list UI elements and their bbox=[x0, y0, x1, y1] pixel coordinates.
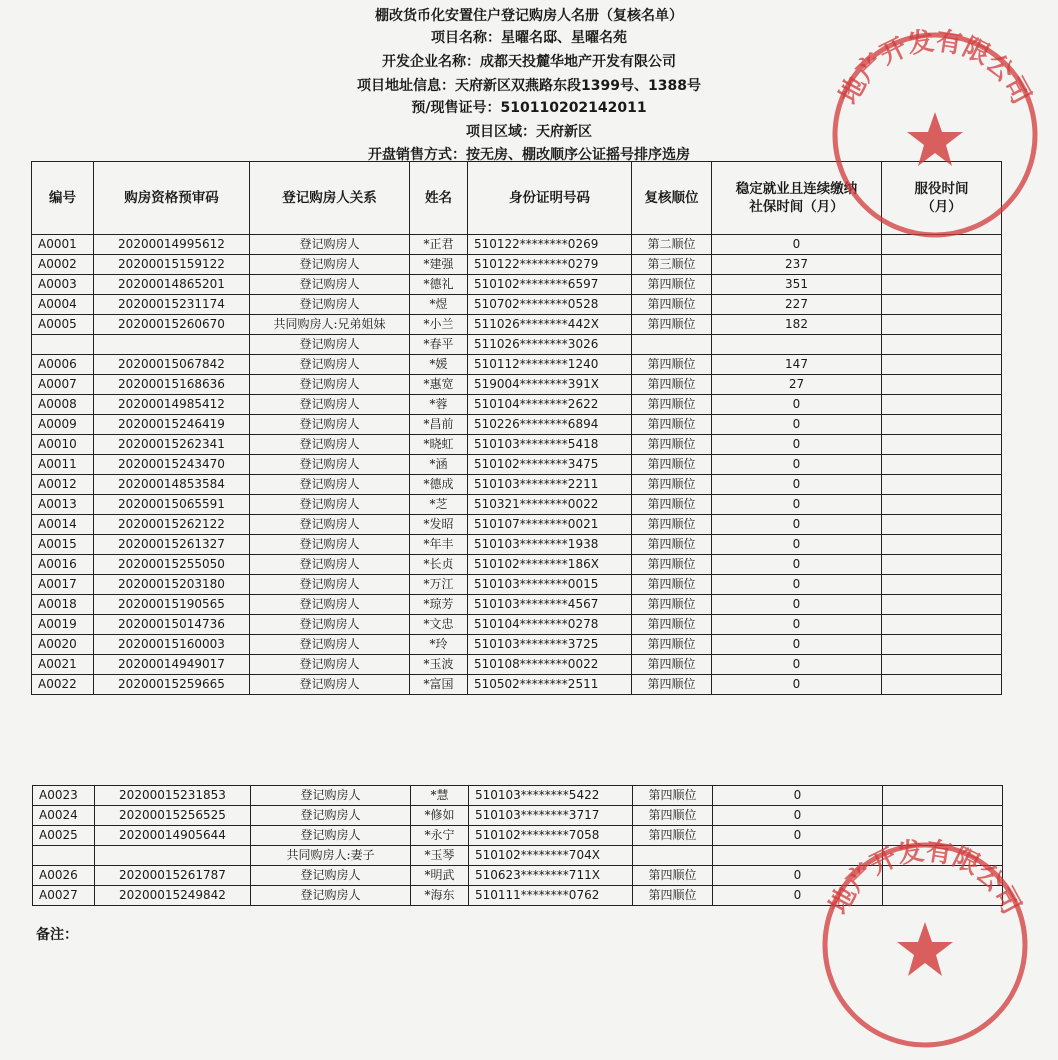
cell-order: 第四顺位 bbox=[632, 595, 712, 615]
cell-name: *正君 bbox=[410, 235, 468, 255]
cell-service bbox=[882, 335, 1002, 355]
project-address: 天府新区双燕路东段1399号、1388号 bbox=[455, 78, 701, 94]
cell-id bbox=[32, 335, 94, 355]
column-header-code: 购房资格预审码 bbox=[94, 162, 250, 235]
cell-idno: 510321********0022 bbox=[468, 495, 632, 515]
cell-order: 第四顺位 bbox=[632, 555, 712, 575]
buyer-table bbox=[31, 161, 1002, 695]
cell-code: 20200015065591 bbox=[94, 495, 250, 515]
cell-order: 第四顺位 bbox=[632, 435, 712, 455]
table-row bbox=[32, 375, 1002, 395]
table-row bbox=[32, 615, 1002, 635]
cell-relation: 登记购房人 bbox=[250, 475, 410, 495]
cell-code: 20200015231853 bbox=[95, 786, 251, 806]
cell-relation: 登记购房人 bbox=[250, 555, 410, 575]
cell-id: A0022 bbox=[32, 675, 94, 695]
cell-order: 第四顺位 bbox=[632, 655, 712, 675]
seal-bottom-text: 地产开发有限公司 bbox=[823, 836, 1027, 920]
project-name: 星曜名邸、星曜名苑 bbox=[501, 30, 627, 46]
table-row bbox=[32, 655, 1002, 675]
cell-idno: 510502********2511 bbox=[468, 675, 632, 695]
cell-service bbox=[883, 826, 1003, 846]
cell-relation: 登记购房人 bbox=[251, 866, 411, 886]
cell-name: *媛 bbox=[410, 355, 468, 375]
cell-order: 第二顺位 bbox=[632, 235, 712, 255]
developer-line bbox=[0, 52, 1058, 72]
table-row bbox=[33, 846, 1003, 866]
table-row bbox=[33, 886, 1003, 906]
cell-social: 27 bbox=[712, 375, 882, 395]
cell-social: 0 bbox=[712, 595, 882, 615]
cell-order: 第四顺位 bbox=[632, 455, 712, 475]
cell-service bbox=[883, 806, 1003, 826]
cell-service bbox=[883, 866, 1003, 886]
cell-code: 20200015256525 bbox=[95, 806, 251, 826]
cell-name: *明武 bbox=[411, 866, 469, 886]
table-row bbox=[32, 355, 1002, 375]
table-row bbox=[32, 495, 1002, 515]
cell-id: A0002 bbox=[32, 255, 94, 275]
cell-order bbox=[633, 846, 713, 866]
cell-social bbox=[713, 846, 883, 866]
cell-social: 0 bbox=[713, 886, 883, 906]
cell-relation: 登记购房人 bbox=[250, 635, 410, 655]
cell-name: *文忠 bbox=[410, 615, 468, 635]
cell-service bbox=[882, 595, 1002, 615]
cell-social: 0 bbox=[712, 395, 882, 415]
cell-id: A0018 bbox=[32, 595, 94, 615]
cell-name: *玲 bbox=[410, 635, 468, 655]
cell-relation: 共同购房人:妻子 bbox=[251, 846, 411, 866]
cell-order: 第四顺位 bbox=[632, 535, 712, 555]
cell-name: *小兰 bbox=[410, 315, 468, 335]
cell-relation: 登记购房人 bbox=[250, 595, 410, 615]
cell-relation: 登记购房人 bbox=[250, 675, 410, 695]
cell-name: *修如 bbox=[411, 806, 469, 826]
cell-social: 0 bbox=[713, 826, 883, 846]
cell-service bbox=[882, 515, 1002, 535]
cell-service bbox=[882, 235, 1002, 255]
cell-code: 20200014905644 bbox=[95, 826, 251, 846]
cell-idno: 510104********2622 bbox=[468, 395, 632, 415]
developer-label: 开发企业名称： bbox=[382, 54, 480, 70]
cell-order: 第四顺位 bbox=[632, 415, 712, 435]
cell-social: 0 bbox=[712, 415, 882, 435]
cell-order: 第四顺位 bbox=[632, 635, 712, 655]
cell-idno: 510108********0022 bbox=[468, 655, 632, 675]
cell-code: 20200014985412 bbox=[94, 395, 250, 415]
cell-id: A0011 bbox=[32, 455, 94, 475]
table-row bbox=[32, 335, 1002, 355]
cell-id: A0001 bbox=[32, 235, 94, 255]
column-header-social bbox=[712, 162, 882, 235]
cell-id: A0023 bbox=[33, 786, 95, 806]
cell-idno: 510102********7058 bbox=[469, 826, 633, 846]
cell-order: 第四顺位 bbox=[633, 866, 713, 886]
cell-service bbox=[882, 475, 1002, 495]
cell-social: 0 bbox=[712, 235, 882, 255]
cell-code: 20200015190565 bbox=[94, 595, 250, 615]
cell-name: *建强 bbox=[410, 255, 468, 275]
cell-idno: 511026********3026 bbox=[468, 335, 632, 355]
cell-idno: 510111********0762 bbox=[469, 886, 633, 906]
project-name-line bbox=[0, 28, 1058, 48]
cell-idno: 519004********391X bbox=[468, 375, 632, 395]
area-line bbox=[0, 122, 1058, 142]
cell-id: A0024 bbox=[33, 806, 95, 826]
table-row bbox=[33, 826, 1003, 846]
cell-code: 20200014865201 bbox=[94, 275, 250, 295]
cell-order: 第四顺位 bbox=[633, 826, 713, 846]
cell-id: A0025 bbox=[33, 826, 95, 846]
cell-order: 第四顺位 bbox=[632, 295, 712, 315]
cell-code: 20200015203180 bbox=[94, 575, 250, 595]
cell-id: A0010 bbox=[32, 435, 94, 455]
seal-top-text: 地产开发有限公司 bbox=[833, 26, 1037, 110]
table-row bbox=[32, 535, 1002, 555]
cell-social: 237 bbox=[712, 255, 882, 275]
cell-idno: 510107********0021 bbox=[468, 515, 632, 535]
sale-method: 按无房、棚改顺序公证摇号排序选房 bbox=[466, 147, 690, 163]
cell-id: A0020 bbox=[32, 635, 94, 655]
cell-id: A0015 bbox=[32, 535, 94, 555]
cell-relation: 共同购房人:兄弟姐妹 bbox=[250, 315, 410, 335]
table-row bbox=[32, 635, 1002, 655]
cell-code: 20200015255050 bbox=[94, 555, 250, 575]
table-row bbox=[33, 866, 1003, 886]
table-row bbox=[32, 595, 1002, 615]
project-area: 天府新区 bbox=[536, 124, 592, 140]
cell-name: *玉琴 bbox=[411, 846, 469, 866]
cell-relation: 登记购房人 bbox=[250, 355, 410, 375]
cell-name: *芝 bbox=[410, 495, 468, 515]
cell-idno: 510103********5422 bbox=[469, 786, 633, 806]
cell-social: 0 bbox=[712, 555, 882, 575]
cell-service bbox=[882, 355, 1002, 375]
cell-id bbox=[33, 846, 95, 866]
cell-name: *发昭 bbox=[410, 515, 468, 535]
cell-idno: 510102********6597 bbox=[468, 275, 632, 295]
cell-relation: 登记购房人 bbox=[250, 655, 410, 675]
cell-id: A0007 bbox=[32, 375, 94, 395]
cell-idno: 510702********0528 bbox=[468, 295, 632, 315]
cell-order: 第四顺位 bbox=[632, 355, 712, 375]
column-header-service-line2: （月） bbox=[921, 199, 962, 215]
cell-idno: 510103********1938 bbox=[468, 535, 632, 555]
cell-idno: 510112********1240 bbox=[468, 355, 632, 375]
cell-id: A0003 bbox=[32, 275, 94, 295]
cell-idno: 510623********711X bbox=[469, 866, 633, 886]
cell-service bbox=[882, 255, 1002, 275]
table-row bbox=[32, 415, 1002, 435]
cell-code: 20200015160003 bbox=[94, 635, 250, 655]
cell-social: 351 bbox=[712, 275, 882, 295]
table-row bbox=[32, 235, 1002, 255]
cell-idno: 510122********0279 bbox=[468, 255, 632, 275]
cell-relation: 登记购房人 bbox=[250, 395, 410, 415]
cell-code: 20200015261327 bbox=[94, 535, 250, 555]
cell-service bbox=[882, 615, 1002, 635]
cell-relation: 登记购房人 bbox=[250, 455, 410, 475]
cell-relation: 登记购房人 bbox=[250, 495, 410, 515]
column-header-relation: 登记购房人关系 bbox=[250, 162, 410, 235]
cell-name: *春平 bbox=[410, 335, 468, 355]
cell-code bbox=[95, 846, 251, 866]
cell-social: 0 bbox=[712, 455, 882, 475]
cell-code: 20200015259665 bbox=[94, 675, 250, 695]
cell-name: *德礼 bbox=[410, 275, 468, 295]
cell-name: *长贞 bbox=[410, 555, 468, 575]
cell-social: 0 bbox=[713, 866, 883, 886]
cell-social: 0 bbox=[712, 675, 882, 695]
cell-order: 第四顺位 bbox=[633, 886, 713, 906]
column-header-service bbox=[882, 162, 1002, 235]
cell-code: 20200014995612 bbox=[94, 235, 250, 255]
cell-name: *晓虹 bbox=[410, 435, 468, 455]
cell-id: A0008 bbox=[32, 395, 94, 415]
cell-service bbox=[882, 295, 1002, 315]
cell-service bbox=[882, 315, 1002, 335]
column-header-idno: 身份证明号码 bbox=[468, 162, 632, 235]
cell-service bbox=[882, 395, 1002, 415]
permit-line bbox=[0, 98, 1058, 118]
cell-order: 第四顺位 bbox=[633, 806, 713, 826]
cell-social: 182 bbox=[712, 315, 882, 335]
cell-id: A0005 bbox=[32, 315, 94, 335]
cell-idno: 510103********0015 bbox=[468, 575, 632, 595]
cell-service bbox=[883, 846, 1003, 866]
table-row bbox=[33, 806, 1003, 826]
cell-id: A0017 bbox=[32, 575, 94, 595]
column-header-service-line1: 服役时间 bbox=[914, 181, 969, 197]
cell-code: 20200015262341 bbox=[94, 435, 250, 455]
cell-name: *涵 bbox=[410, 455, 468, 475]
cell-service bbox=[882, 555, 1002, 575]
cell-idno: 511026********442X bbox=[468, 315, 632, 335]
cell-idno: 510226********6894 bbox=[468, 415, 632, 435]
column-header-name: 姓名 bbox=[410, 162, 468, 235]
cell-name: *琼芳 bbox=[410, 595, 468, 615]
cell-code bbox=[94, 335, 250, 355]
cell-idno: 510103********3725 bbox=[468, 635, 632, 655]
cell-order bbox=[632, 335, 712, 355]
column-header-social-line1: 稳定就业且连续缴纳 bbox=[735, 181, 858, 197]
cell-idno: 510103********2211 bbox=[468, 475, 632, 495]
cell-relation: 登记购房人 bbox=[250, 275, 410, 295]
table-row bbox=[32, 455, 1002, 475]
note-label: 备注： bbox=[36, 927, 78, 943]
cell-id: A0004 bbox=[32, 295, 94, 315]
cell-code: 20200015014736 bbox=[94, 615, 250, 635]
cell-order: 第四顺位 bbox=[632, 495, 712, 515]
cell-idno: 510103********4567 bbox=[468, 595, 632, 615]
table-row bbox=[32, 475, 1002, 495]
cell-social: 0 bbox=[712, 435, 882, 455]
project-name-label: 项目名称： bbox=[431, 30, 501, 46]
cell-relation: 登记购房人 bbox=[250, 375, 410, 395]
permit-number: 510110202142011 bbox=[500, 100, 647, 116]
cell-id: A0009 bbox=[32, 415, 94, 435]
cell-order: 第四顺位 bbox=[633, 786, 713, 806]
permit-label: 预/现售证号： bbox=[411, 100, 501, 116]
cell-id: A0006 bbox=[32, 355, 94, 375]
cell-service bbox=[882, 415, 1002, 435]
cell-code: 20200015231174 bbox=[94, 295, 250, 315]
cell-order: 第四顺位 bbox=[632, 615, 712, 635]
cell-service bbox=[882, 455, 1002, 475]
column-header-order: 复核顺位 bbox=[632, 162, 712, 235]
cell-order: 第四顺位 bbox=[632, 395, 712, 415]
cell-social: 0 bbox=[713, 806, 883, 826]
column-header-id: 编号 bbox=[32, 162, 94, 235]
column-header-social-line2: 社保时间（月） bbox=[749, 199, 844, 215]
cell-relation: 登记购房人 bbox=[251, 806, 411, 826]
cell-code: 20200014949017 bbox=[94, 655, 250, 675]
cell-service bbox=[882, 435, 1002, 455]
table-row bbox=[32, 255, 1002, 275]
cell-social: 0 bbox=[712, 495, 882, 515]
cell-order: 第四顺位 bbox=[632, 575, 712, 595]
address-label: 项目地址信息： bbox=[357, 78, 456, 94]
table-row bbox=[32, 395, 1002, 415]
cell-name: *玉波 bbox=[410, 655, 468, 675]
cell-code: 20200015159122 bbox=[94, 255, 250, 275]
cell-code: 20200015249842 bbox=[95, 886, 251, 906]
cell-name: *万江 bbox=[410, 575, 468, 595]
cell-id: A0016 bbox=[32, 555, 94, 575]
cell-social: 0 bbox=[712, 635, 882, 655]
cell-name: *慧 bbox=[411, 786, 469, 806]
table-row bbox=[32, 315, 1002, 335]
cell-idno: 510102********3475 bbox=[468, 455, 632, 475]
cell-order: 第四顺位 bbox=[632, 515, 712, 535]
cell-id: A0027 bbox=[33, 886, 95, 906]
cell-name: *昌前 bbox=[410, 415, 468, 435]
buyer-table-body bbox=[32, 235, 1002, 695]
table-row bbox=[33, 786, 1003, 806]
cell-relation: 登记购房人 bbox=[250, 435, 410, 455]
table-row bbox=[32, 575, 1002, 595]
buyer-table-continued-body bbox=[33, 786, 1003, 906]
cell-relation: 登记购房人 bbox=[250, 255, 410, 275]
cell-social: 0 bbox=[712, 575, 882, 595]
cell-id: A0021 bbox=[32, 655, 94, 675]
area-label: 项目区域： bbox=[466, 124, 536, 140]
document-title: 棚改货币化安置住户登记购房人名册（复核名单） bbox=[375, 8, 683, 24]
cell-name: *惠宽 bbox=[410, 375, 468, 395]
cell-social: 0 bbox=[712, 615, 882, 635]
cell-social: 147 bbox=[712, 355, 882, 375]
cell-social: 227 bbox=[712, 295, 882, 315]
cell-code: 20200015260670 bbox=[94, 315, 250, 335]
cell-name: *德成 bbox=[410, 475, 468, 495]
cell-code: 20200015246419 bbox=[94, 415, 250, 435]
cell-relation: 登记购房人 bbox=[250, 615, 410, 635]
cell-name: *蓉 bbox=[410, 395, 468, 415]
cell-id: A0012 bbox=[32, 475, 94, 495]
table-row bbox=[32, 675, 1002, 695]
cell-service bbox=[882, 535, 1002, 555]
cell-code: 20200015067842 bbox=[94, 355, 250, 375]
cell-idno: 510103********3717 bbox=[469, 806, 633, 826]
cell-relation: 登记购房人 bbox=[250, 535, 410, 555]
cell-social bbox=[712, 335, 882, 355]
cell-social: 0 bbox=[712, 655, 882, 675]
cell-relation: 登记购房人 bbox=[250, 575, 410, 595]
cell-name: *永宁 bbox=[411, 826, 469, 846]
cell-social: 0 bbox=[712, 475, 882, 495]
cell-code: 20200015168636 bbox=[94, 375, 250, 395]
cell-social: 0 bbox=[713, 786, 883, 806]
table-header-row bbox=[32, 162, 1002, 235]
cell-service bbox=[883, 786, 1003, 806]
cell-relation: 登记购房人 bbox=[250, 515, 410, 535]
cell-idno: 510104********0278 bbox=[468, 615, 632, 635]
cell-order: 第四顺位 bbox=[632, 375, 712, 395]
cell-order: 第四顺位 bbox=[632, 275, 712, 295]
cell-relation: 登记购房人 bbox=[250, 415, 410, 435]
cell-service bbox=[882, 655, 1002, 675]
cell-relation: 登记购房人 bbox=[250, 295, 410, 315]
cell-service bbox=[882, 575, 1002, 595]
cell-social: 0 bbox=[712, 535, 882, 555]
cell-id: A0026 bbox=[33, 866, 95, 886]
cell-name: *富国 bbox=[410, 675, 468, 695]
cell-service bbox=[882, 375, 1002, 395]
cell-service bbox=[882, 675, 1002, 695]
buyer-table-continued bbox=[32, 785, 1003, 906]
cell-order: 第四顺位 bbox=[632, 675, 712, 695]
cell-idno: 510103********5418 bbox=[468, 435, 632, 455]
table-row bbox=[32, 555, 1002, 575]
cell-relation: 登记购房人 bbox=[250, 235, 410, 255]
table-row bbox=[32, 275, 1002, 295]
address-line bbox=[0, 76, 1058, 96]
cell-idno: 510102********186X bbox=[468, 555, 632, 575]
cell-idno: 510122********0269 bbox=[468, 235, 632, 255]
cell-service bbox=[882, 635, 1002, 655]
cell-relation: 登记购房人 bbox=[251, 786, 411, 806]
cell-service bbox=[882, 495, 1002, 515]
cell-id: A0013 bbox=[32, 495, 94, 515]
cell-code: 20200015262122 bbox=[94, 515, 250, 535]
cell-social: 0 bbox=[712, 515, 882, 535]
table-row bbox=[32, 295, 1002, 315]
cell-name: *煜 bbox=[410, 295, 468, 315]
table-row bbox=[32, 515, 1002, 535]
cell-idno: 510102********704X bbox=[469, 846, 633, 866]
cell-service bbox=[883, 886, 1003, 906]
cell-id: A0019 bbox=[32, 615, 94, 635]
cell-name: *年丰 bbox=[410, 535, 468, 555]
cell-id: A0014 bbox=[32, 515, 94, 535]
cell-code: 20200015243470 bbox=[94, 455, 250, 475]
cell-relation: 登记购房人 bbox=[251, 886, 411, 906]
table-row bbox=[32, 435, 1002, 455]
sale-method-label: 开盘销售方式： bbox=[368, 147, 466, 163]
cell-code: 20200014853584 bbox=[94, 475, 250, 495]
developer-name: 成都天投麓华地产开发有限公司 bbox=[480, 54, 676, 70]
cell-order: 第四顺位 bbox=[632, 475, 712, 495]
cell-relation: 登记购房人 bbox=[251, 826, 411, 846]
cell-code: 20200015261787 bbox=[95, 866, 251, 886]
cell-relation: 登记购房人 bbox=[250, 335, 410, 355]
cell-order: 第三顺位 bbox=[632, 255, 712, 275]
cell-order: 第四顺位 bbox=[632, 315, 712, 335]
cell-name: *海东 bbox=[411, 886, 469, 906]
cell-service bbox=[882, 275, 1002, 295]
